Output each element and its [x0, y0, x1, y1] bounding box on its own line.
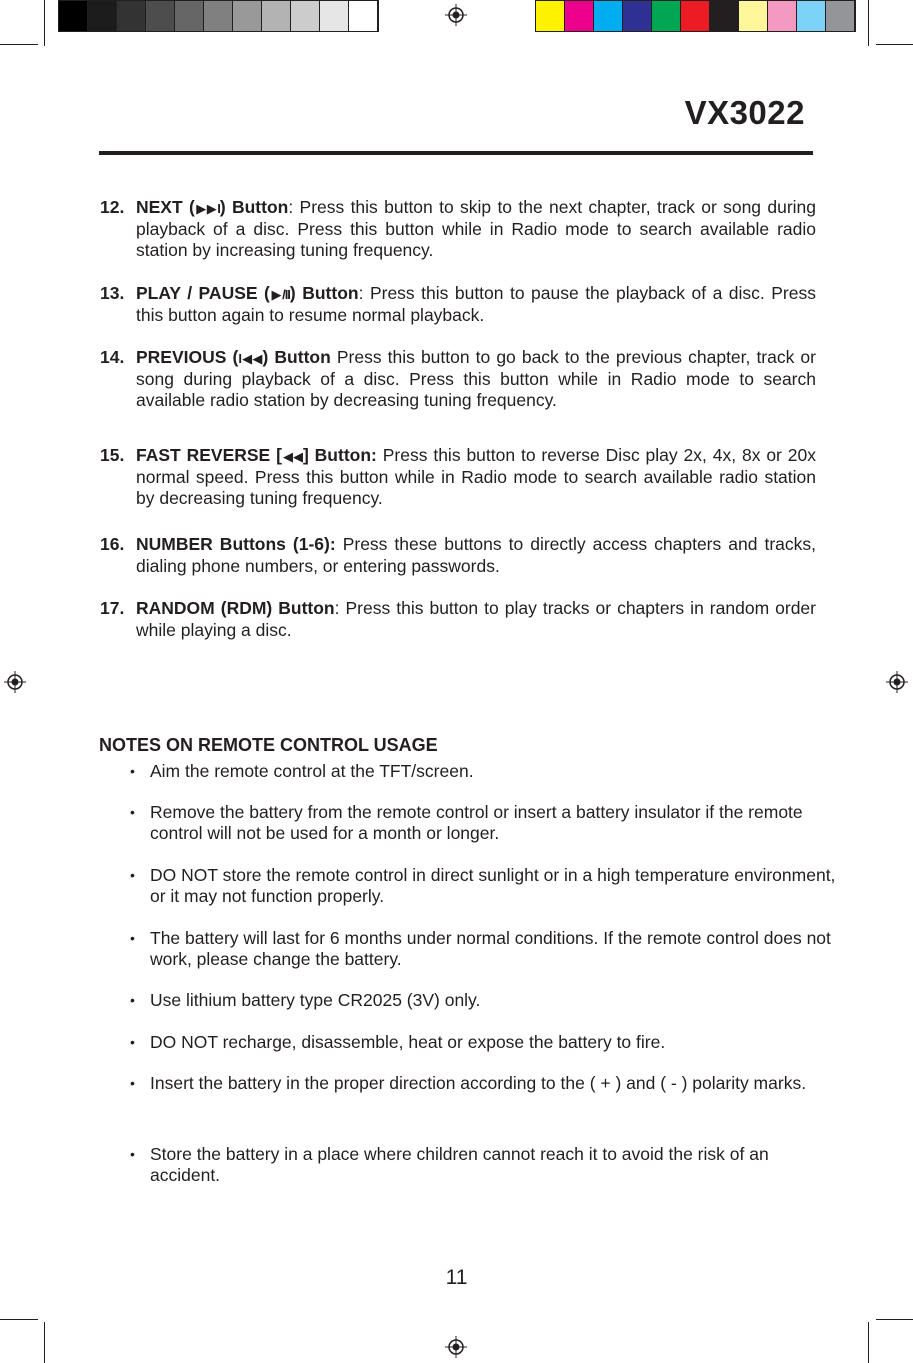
item-body: [136, 283, 816, 326]
color-swatch: [233, 1, 262, 31]
crop-mark: [0, 44, 38, 45]
color-swatch: [739, 1, 768, 31]
item-label-end: ] Button:: [302, 445, 377, 465]
header-rule: [99, 151, 813, 155]
notes-title: NOTES ON REMOTE CONTROL USAGE: [99, 735, 438, 755]
note-text: Remove the battery from the remote control or insert a battery insulator if the remote control will not be used for a month or longer.: [150, 802, 803, 843]
color-swatch: [536, 1, 565, 31]
note-item: [130, 1032, 840, 1053]
item-body: [136, 598, 816, 641]
color-swatch: [565, 1, 594, 31]
crop-mark: [0, 1319, 38, 1320]
note-item: [130, 928, 840, 970]
button-symbol-icon: ▶▶I: [194, 201, 220, 216]
button-description-item: [100, 197, 816, 261]
color-swatch: [175, 1, 204, 31]
crop-mark: [44, 1322, 45, 1363]
bullet-icon: •: [130, 804, 135, 820]
color-swatch: [652, 1, 681, 31]
button-description-item: [100, 283, 816, 326]
item-label: NUMBER Buttons (1-6):: [136, 534, 336, 554]
item-body: [136, 347, 816, 411]
note-item: [130, 1073, 840, 1094]
item-label: NEXT (: [136, 197, 195, 217]
registration-mark-icon: [445, 1336, 467, 1358]
note-text: The battery will last for 6 months under normal conditions. If the remote control does not work, please change the battery.: [150, 928, 831, 969]
note-item: [130, 802, 840, 844]
note-item: [130, 1144, 840, 1186]
color-swatch: [623, 1, 652, 31]
item-label: RANDOM (RDM) Button: [136, 598, 335, 618]
bullet-icon: •: [130, 992, 135, 1008]
crop-mark: [876, 1319, 913, 1320]
item-body: [136, 445, 816, 509]
color-swatch: [826, 1, 855, 31]
item-label-end: ) Button: [262, 347, 331, 367]
crop-mark: [868, 0, 869, 46]
color-swatch: [710, 1, 739, 31]
item-text: Press this button to reverse Disc play 2x, 4x, 8x or 20x normal speed. Press this button while in Radio mode to search available radio station by decreasing tuning frequency.: [136, 445, 816, 508]
item-label-end: ) Button: [289, 283, 359, 303]
crop-mark: [868, 1322, 869, 1363]
bullet-icon: •: [130, 1146, 135, 1162]
item-number: 14.: [100, 347, 125, 367]
bullet-icon: •: [130, 930, 135, 946]
item-number: 16.: [100, 534, 125, 554]
item-separator: :: [288, 197, 294, 217]
bullet-icon: •: [130, 763, 135, 779]
note-item: [130, 865, 840, 907]
registration-mark-icon: [4, 671, 26, 693]
button-symbol-icon: I◀◀: [238, 351, 263, 366]
item-separator: :: [334, 598, 340, 618]
registration-mark-icon: [445, 4, 467, 26]
note-text: Store the battery in a place where children cannot reach it to avoid the risk of an accident.: [150, 1144, 769, 1185]
registration-mark-icon: [886, 671, 908, 693]
item-label: PLAY / PAUSE (: [136, 283, 270, 303]
note-item: [130, 761, 840, 782]
bullet-icon: •: [130, 1075, 135, 1091]
button-description-item: [100, 347, 816, 411]
item-label: PREVIOUS (: [136, 347, 239, 367]
color-swatch: [262, 1, 291, 31]
button-symbol-icon: ◀◀: [281, 449, 303, 464]
item-text: Press this button to pause the playback of a disc. Press this button again to resume normal playback.: [136, 283, 816, 325]
item-number: 12.: [100, 197, 125, 217]
color-swatch: [349, 1, 378, 31]
crop-mark: [44, 0, 45, 46]
item-text: Press this button to go back to the previous chapter, track or song during playback of a disc. Press this button while in Radio mode to search available radio station by decreasing tuning frequency.: [136, 347, 816, 410]
item-number: 17.: [100, 598, 125, 618]
color-swatch: [681, 1, 710, 31]
item-body: [136, 197, 816, 261]
item-label: FAST REVERSE [: [136, 445, 282, 465]
color-swatch-bar: [535, 0, 856, 32]
color-swatch: [594, 1, 623, 31]
note-item: [130, 990, 840, 1011]
note-text: Use lithium battery type CR2025 (3V) only.: [150, 990, 481, 1010]
color-swatch: [146, 1, 175, 31]
color-swatch: [117, 1, 146, 31]
note-text: DO NOT recharge, disassemble, heat or expose the battery to fire.: [150, 1032, 666, 1052]
color-swatch: [291, 1, 320, 31]
color-swatch: [797, 1, 826, 31]
note-text: DO NOT store the remote control in direct sunlight or in a high temperature environment, or it may not function properly.: [150, 865, 836, 906]
color-swatch: [768, 1, 797, 31]
item-text: Press this button to play tracks or chapters in random order while playing a disc.: [136, 598, 816, 640]
button-description-item: [100, 445, 816, 509]
item-text: Press this button to skip to the next chapter, track or song during playback of a disc. Press this button while in Radio mode to search available radio station by increasing tuning frequency.: [136, 197, 817, 260]
item-number: 13.: [100, 283, 125, 303]
button-description-item: [100, 534, 816, 577]
bullet-icon: •: [130, 1034, 135, 1050]
item-text: Press these buttons to directly access chapters and tracks, dialing phone numbers, or entering passwords.: [136, 534, 816, 576]
color-swatch: [320, 1, 349, 31]
note-text: Insert the battery in the proper direction according to the ( + ) and ( - ) polarity marks.: [150, 1073, 807, 1093]
note-text: Aim the remote control at the TFT/screen.: [150, 761, 474, 781]
item-label-end: ) Button: [219, 197, 289, 217]
gray-swatch-bar: [58, 0, 379, 32]
color-swatch: [88, 1, 117, 31]
button-description-item: [100, 598, 816, 641]
item-separator: :: [358, 283, 364, 303]
item-body: [136, 534, 816, 577]
bullet-icon: •: [130, 867, 135, 883]
model-title: VX3022: [684, 94, 805, 131]
page-number: 11: [445, 1266, 468, 1289]
color-swatch: [59, 1, 88, 31]
crop-mark: [876, 44, 913, 45]
button-symbol-icon: ▶/II: [269, 287, 290, 302]
color-swatch: [204, 1, 233, 31]
item-number: 15.: [100, 445, 125, 465]
